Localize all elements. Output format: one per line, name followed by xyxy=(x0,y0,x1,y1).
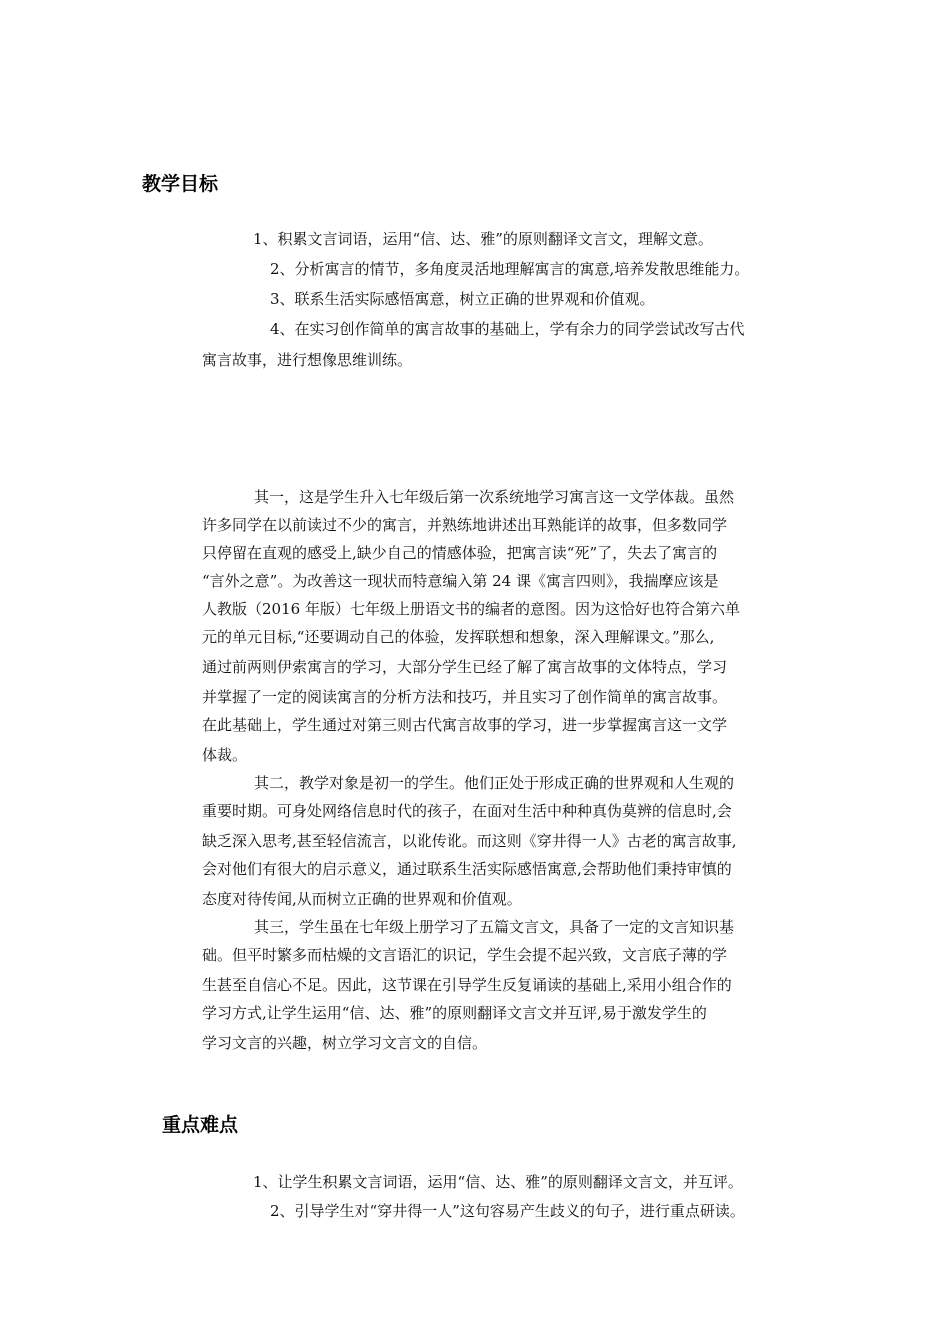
analysis-line-18: 生甚至自信心不足。因此，这节课在引导学生反复诵读的基础上,采用小组合作的 xyxy=(202,976,732,994)
objective-item-1: 1、积累文言词语，运用“信、达、雅”的原则翻译文言文，理解文意。 xyxy=(253,230,713,248)
heading-teaching-objectives: 教学目标 xyxy=(142,173,219,195)
analysis-line-4: “言外之意”。为改善这一现状而特意编入第 24 课《寓言四则》，我揣摩应该是 xyxy=(202,572,719,590)
analysis-line-8: 并掌握了一定的阅读寓言的分析方法和技巧，并且实习了创作简单的寓言故事。 xyxy=(202,688,728,706)
keypoint-item-2: 2、引导学生对“穿井得一人”这句容易产生歧义的句子，进行重点研读。 xyxy=(270,1202,745,1220)
heading-key-points: 重点难点 xyxy=(162,1114,239,1136)
analysis-line-1: 其一，这是学生升入七年级后第一次系统地学习寓言这一文学体裁。虽然 xyxy=(254,488,735,506)
objective-item-4-cont: 寓言故事，进行想像思维训练。 xyxy=(202,351,413,369)
analysis-line-5: 人教版（2016 年版）七年级上册语文书的编者的意图。因为这恰好也符合第六单 xyxy=(202,600,740,618)
analysis-line-16: 其三，学生虽在七年级上册学习了五篇文言文，具备了一定的文言知识基 xyxy=(254,918,735,936)
objective-item-4: 4、在实习创作简单的寓言故事的基础上，学有余力的同学尝试改写古代 xyxy=(270,320,745,338)
analysis-line-17: 础。但平时繁多而枯燥的文言语汇的识记，学生会提不起兴致，文言底子薄的学 xyxy=(202,946,728,964)
analysis-line-19: 学习方式,让学生运用“信、达、雅”的原则翻译文言文并互评,易于激发学生的 xyxy=(202,1004,707,1022)
analysis-line-14: 会对他们有很大的启示意义，通过联系生活实际感悟寓意,会帮助他们秉持审慎的 xyxy=(202,860,732,878)
objective-item-2: 2、分析寓言的情节，多角度灵活地理解寓言的寓意,培养发散思维能力。 xyxy=(270,260,750,278)
objective-item-3: 3、联系生活实际感悟寓意，树立正确的世界观和价值观。 xyxy=(270,290,655,308)
analysis-line-2: 许多同学在以前读过不少的寓言，并熟练地讲述出耳熟能详的故事，但多数同学 xyxy=(202,516,728,534)
analysis-line-13: 缺乏深入思考,甚至轻信流言，以讹传讹。而这则《穿井得一人》古老的寓言故事, xyxy=(202,832,737,850)
analysis-line-11: 其二，教学对象是初一的学生。他们正处于形成正确的世界观和人生观的 xyxy=(254,774,735,792)
analysis-line-9: 在此基础上，学生通过对第三则古代寓言故事的学习，进一步掌握寓言这一文学 xyxy=(202,716,728,734)
analysis-line-20: 学习文言的兴趣，树立学习文言文的自信。 xyxy=(202,1034,488,1052)
analysis-line-12: 重要时期。可身处网络信息时代的孩子，在面对生活中种种真伪莫辨的信息时,会 xyxy=(202,802,732,820)
analysis-line-3: 只停留在直观的感受上,缺少自己的情感体验，把寓言读“死”了，失去了寓言的 xyxy=(202,544,718,562)
analysis-line-10: 体裁。 xyxy=(202,746,248,764)
analysis-line-6: 元的单元目标,“还要调动自己的体验，发挥联想和想象，深入理解课文。”那么, xyxy=(202,628,715,646)
keypoint-item-1: 1、让学生积累文言词语，运用“信、达、雅”的原则翻译文言文，并互评。 xyxy=(253,1173,743,1191)
analysis-line-7: 通过前两则伊索寓言的学习，大部分学生已经了解了寓言故事的文体特点，学习 xyxy=(202,658,728,676)
analysis-line-15: 态度对待传闻,从而树立正确的世界观和价值观。 xyxy=(202,890,522,908)
